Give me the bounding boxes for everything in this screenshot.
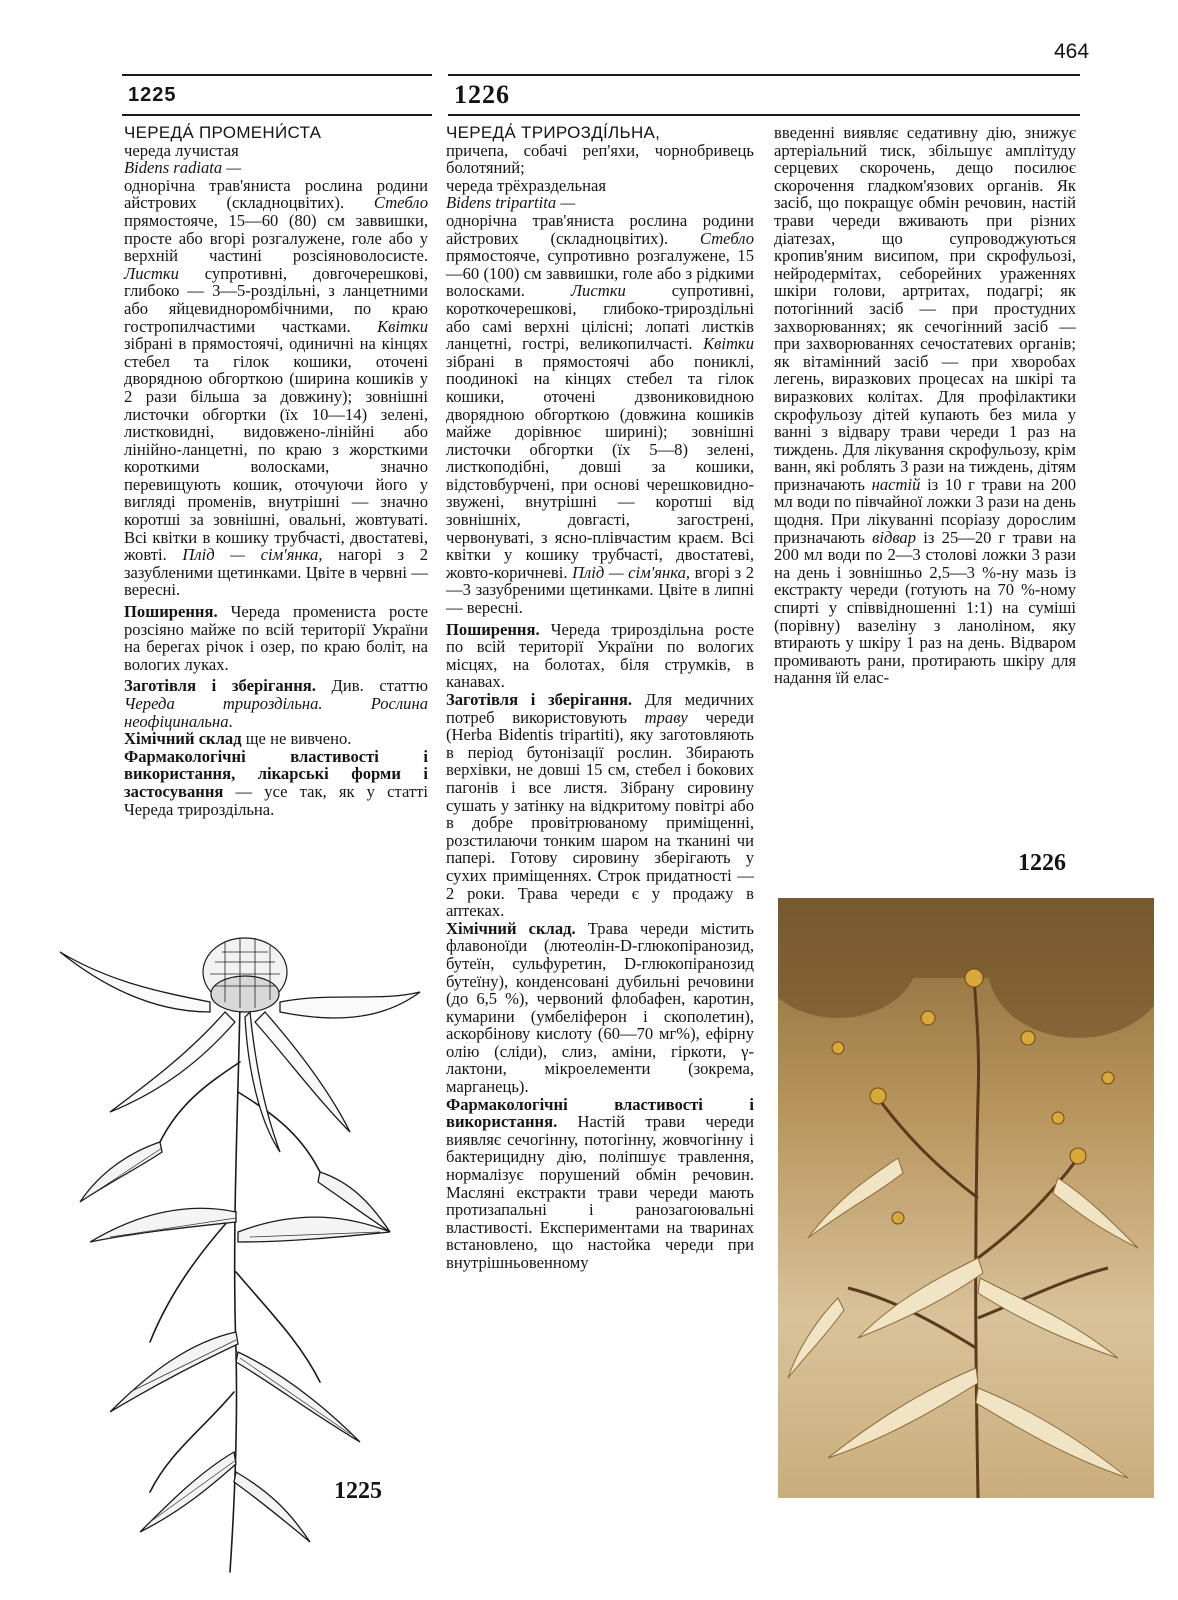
russian-name-1226: череда трёхраздельная bbox=[446, 175, 606, 195]
photo-bidens-tripartita bbox=[778, 898, 1154, 1498]
header-rule-left bbox=[122, 74, 432, 76]
entry-number-1225: 1225 bbox=[128, 84, 177, 106]
harvest-1226: Заготівля і зберігання. Для медичних потреб використовують траву череди (Herba Bidentis tripartiti), яку заготовляють в період бутонізації рослин. Збирають верхівки, не довші 15 см, стебел і бокових пагонів і все листя. Зібрану сировину сушать у затінку на відкритому повітрі або в добре провітрюваному приміщенні, розстилаючи тонким шаром на тканині чи папері. Готову сировину зберігають у сухих приміщеннях. Строк придатності — 2 роки. Трава череди є у продажу в аптеках. bbox=[446, 690, 755, 921]
harvest-1225: Заготівля і зберігання. Див. статтю Череда трироздільна. Рослина неофіцинальна. bbox=[124, 676, 428, 731]
pharmacology-1225: Фармакологічні властивості і використання, лікарські форми і застосування — усе так, як у статті Череда трироздільна. bbox=[124, 746, 428, 819]
description-1226: однорічна трав'яниста рослина родини айстрових (складноцвітих). Стебло прямостояче, супротивно розгалужене, 15—60 (100) см заввишки, голе або з рідкими волосками. Листки супротивні, короткочерешкові, глибоко-трироздільні або самі верхні цілісні; лопаті листків ланцетні, гострі, великопилчасті. Квітки зібрані в прямостоячі або пониклі, поодинокі на кінцях стебел та гілок кошики, оточені дзвониковидною дворядною обгорткою (довжина кошиків майже дорівнює ширині); зовнішні листочки обгортки (їх 5—8) зелені, листкоподібні, довші за кошики, відстовбурчені, при основі черешковидно-звужені, внутрішні — коротші від зовнішніх, довгасті, загострені, червонуваті, з ясно-плівчастим краєм. Всі квітки у кошику трубчасті, двостатеві, жовто-коричневі. Плід — сім'янка, вгорі з 2—3 зазубреними щетинками. Цвіте в липні — вересні. bbox=[446, 210, 755, 618]
common-names-1226: причепа, собачі реп'яхи, чорнобривець болотяний; bbox=[446, 140, 754, 178]
entry-number-1226: 1226 bbox=[454, 80, 510, 109]
latin-name-1226: Bidens tripartita — bbox=[446, 193, 576, 213]
figure-label-1226: 1226 bbox=[1018, 850, 1066, 876]
russian-name-1225: череда лучистая bbox=[124, 140, 239, 160]
column-entry-1226-continued bbox=[774, 124, 1076, 687]
column-entry-1226 bbox=[446, 124, 754, 1272]
page-number: 464 bbox=[1054, 40, 1090, 63]
subheader-rule-right bbox=[448, 114, 1080, 116]
figure-label-1225: 1225 bbox=[334, 1478, 382, 1504]
subheader-rule-left bbox=[122, 114, 432, 116]
headword-1225: ЧЕРЕДА́ ПРОМЕНИ́СТА bbox=[124, 123, 322, 142]
chemistry-1226: Хімічний склад. Трава череди містить флавоноїди (лютеолін-D-глюкопіранозид, бутеїн, сульфуретин, D-глюкопіранозид бутеїну), конденсовані дубильні речовини (до 6,5 %), червоний флобафен, каротин, кумарини (умбеліферон і скополетин), аскорбінову кислоту (60—70 мг%), ефірну олію (сліди), слиз, аміни, гіркоти, γ-лактони, мікроелементи (зокрема, марганець). bbox=[446, 918, 754, 1097]
header-rule-right bbox=[448, 74, 1080, 76]
distribution-1225: Поширення. Череда промениста росте розсіяно майже по всій території України на берегах річок і озер, по краю боліт, на вологих луках. bbox=[124, 602, 428, 674]
headword-1226: ЧЕРЕДА́ ТРИРОЗДІ́ЛЬНА, bbox=[446, 123, 661, 142]
usage-1226: введенні виявляє седативну дію, знижує артеріальний тиск, збільшує амплітуду серцевих скорочень, дещо посилює скорочення гладком'язових органів. Як засіб, що покращує обмін речовин, настій трави череди вживають при різних діатезах, що супроводжуються кропив'яним висипом, при скрофульозі, нейродермітах, себорейних ураженнях шкіри голови, артритах, подагрі; як потогінний засіб — при простудних захворюваннях; як сечогінний засіб — при захворюваннях сечостатевих органів; як вітамінний засіб — при хворобах легень, виразкових процесах на шкірі та виразкових колітах. Для профілактики скрофульозу дітей купають без мила у ванні з відвару трави череди 1 раз на тиждень. Для лікування скрофульозу, крім ванн, які роблять 3 рази на тиждень, дітям призначають настій із 10 г трави на 200 мл води по півчайної ложки 3 рази на день щодня. При лікуванні псоріазу дорослим призначають відвар із 25—20 г трави на 200 мл води по 2—3 столові ложки 3 рази на день і зовнішньо 2,5—3 %-ну мазь із екстракту череди (готують на 70 %-ному спирті у співвідношенні 1:1) на суміші (порівну) вазеліну з ланоліном, яку втирають у шкіру 1 раз на день. Відваром промивають рани, протирають шкіру для надання їй елас- bbox=[774, 123, 1076, 688]
chemistry-1225: Хімічний склад ще не вивчено. bbox=[124, 729, 352, 749]
column-entry-1225 bbox=[124, 124, 428, 818]
description-1225: однорічна трав'яниста рослина родини айстрових (складноцвітих). Стебло прямостояче, 15—60 (80) см заввишки, просте або вгорі розгалужене, голе або у верхній частині розсіяноволосисте. Листки супротивні, довгочерешкові, глибоко — 3—5-роздільні, з ланцетними або яйцевидноромбічними, по краю гостропилчастими частками. Квітки зібрані в прямостоячі, одиничні на кінцях стебел та гілок кошики, оточені дворядною обгорткою (ширина кошиків у 2 рази більша за довжину); зовнішні листочки обгортки (їх 10—14) зелені, листковидні, видовжено-лінійні або лінійно-ланцетні, по краю з жорсткими короткими волосками, значно перевищують кошик, оточуючи його у вигляді променів, внутрішні — значно коротші за зовнішні, овальні, жовтуваті. Всі квітки в кошику трубчасті, двостатеві, жовті. Плід — сім'янка, нагорі з 2 зазубленими щетинками. Цвіте в червні — вересні. bbox=[124, 175, 428, 600]
distribution-1226: Поширення. Череда трироздільна росте по всій території України по вологих місцях, на болотах, біля струмків, в канавах. bbox=[446, 619, 754, 692]
pharmacology-1226: Фармакологічні властивості і використання. Настій трави череди виявляє сечогінну, потогінну, жовчогінну і бактерицидну дію, поліпшує травлення, нормалізує порушений обмін речовин. Масляні екстракти трави череди мають протизапальні і ранозагоювальні властивості. Експериментами на тваринах встановлено, що настойка череди при внутрішньовенному bbox=[446, 1094, 754, 1272]
latin-name-1225: Bidens radiata — bbox=[124, 158, 242, 178]
